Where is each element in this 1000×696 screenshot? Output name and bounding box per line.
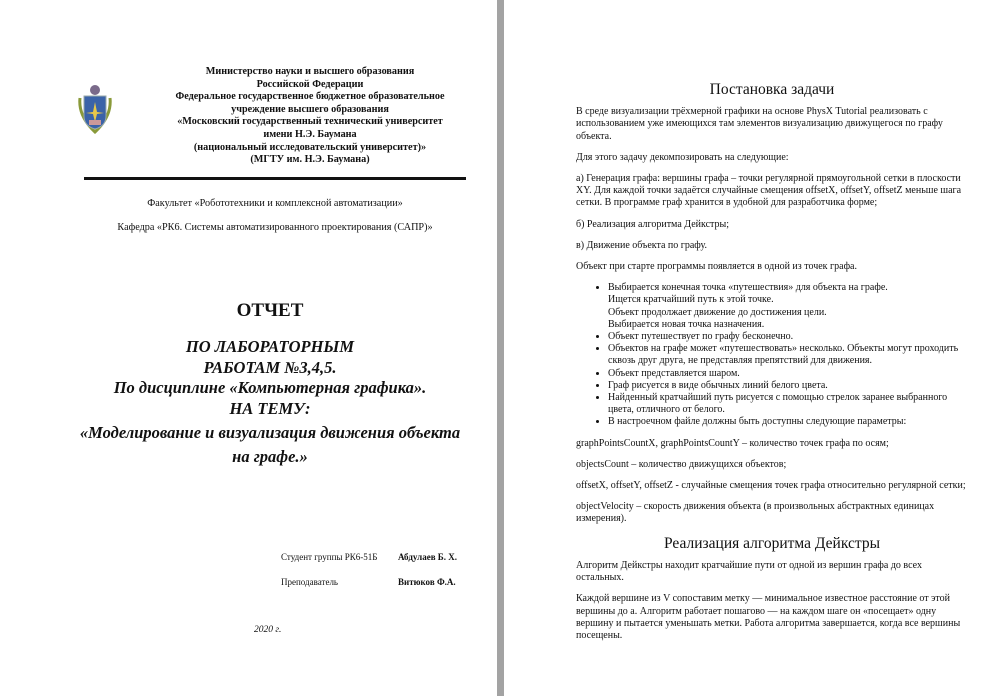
page-2-content [504,0,1000,696]
subtitle-line: ПО ЛАБОРАТОРНЫМ [185,337,355,356]
heading-problem-statement: Постановка задачи [709,81,835,98]
list-line: Ищется кратчайший путь к этой точке. [608,294,774,306]
list-item: • Объектов на графе может «путешествовать» несколько. Объекты могут проходить сквозь друг друга, не представляя препятствий для движения. [608,343,968,367]
student-label: Студент группы РК6-51Б [281,552,378,562]
header-line: Российской Федерации [256,78,364,90]
paragraph: В среде визуализации трёхмерной графики на основе PhysX Tutorial реализовать с использованием уже имеющихся там элементов визуализацию движущегося по графу объекта. [576,106,943,142]
requirements-list [576,282,968,428]
subtitle-line: РАБОТАМ №3,4,5. [203,357,337,377]
paragraph: в) Движение объекта по графу. [576,239,708,251]
report-subtitle [60,337,480,467]
ministry-header [140,66,480,167]
list-line: Объект продолжает движение до достижения цели. [608,306,827,318]
list-line: • Выбирается конечная точка «путешествия» для объекта на графе. [608,282,888,294]
list-item [608,282,968,331]
parameter-paragraph: graphPointsCountX, graphPointsCountY – количество точек графа по осям; [576,437,889,449]
header-line: имени Н.Э. Баумана [263,128,357,140]
header-line: (МГТУ им. Н.Э. Баумана) [250,154,370,166]
subtitle-line: НА ТЕМУ: [229,398,311,418]
university-emblem-icon [76,82,114,136]
page-1-title-page [0,0,497,696]
parameter-paragraph: objectsCount – количество движущихся объектов; [576,458,787,470]
header-line: учреждение высшего образования [231,103,389,115]
header-divider [84,177,466,180]
list-line: Выбирается новая точка назначения. [608,318,765,330]
paragraph: Объект при старте программы появляется в одной из точек графа. [576,261,857,273]
paragraph: Для этого задачу декомпозировать на следующие: [576,151,789,163]
list-item: • В настроечном файле должны быть доступны следующие параметры: [608,416,968,428]
subtitle-line: По дисциплине «Компьютерная графика». [113,378,427,397]
paragraph: а) Генерация графа: вершины графа – точки регулярной прямоугольной сетки в плоскости XY. Для каждой точки задаётся случайные смещения offsetX, offsetY, offsetZ меньше шага сетки. В программе граф хранится в удобной для разработчика форме; [576,173,962,209]
faculty-text: Факультет «Робототехники и комплексной автоматизации» [147,198,403,209]
paragraph: б) Реализация алгоритма Дейкстры; [576,218,730,230]
header-line: «Московский государственный технический университет [177,116,443,128]
report-title: ОТЧЕТ [236,300,304,321]
paragraph: Каждой вершине из V сопоставим метку — минимальное известное расстояние от этой вершины до a. Алгоритм работает пошагово — на каждом шаге он «посещает» одну вершину и пытается уменьшать метки. Работа алгоритма завершается, когда все вершины посещены. [576,593,961,641]
header-line: Федеральное государственное бюджетное образовательное [175,91,445,103]
list-item: • Объект представляется шаром. [608,368,968,380]
list-item: • Граф рисуется в виде обычных линий белого цвета. [608,380,968,392]
paragraph: Алгоритм Дейкстры находит кратчайшие пути от одной из вершин графа до всех остальных. [576,559,922,584]
list-item: • Найденный кратчайший путь рисуется с помощью стрелок заранее выбранного цвета, отличного от белого. [608,392,968,416]
subtitle-line: на графе.» [232,446,308,466]
parameter-paragraph: offsetX, offsetY, offsetZ - случайные смещения точек графа относительно регулярной сетки; [576,480,966,492]
header-line: (национальный исследовательский университет)» [193,141,427,153]
year-text: 2020 г. [254,625,282,635]
heading-dijkstra: Реализация алгоритма Дейкстры [664,534,880,552]
header-line: Министерство науки и высшего образования [205,66,415,77]
parameter-paragraph: objectVelocity – скорость движения объекта (в произвольных абстрактных единицах измерения). [576,501,935,525]
teacher-label: Преподаватель [281,577,339,587]
subtitle-line: «Моделирование и визуализация движения объекта [79,423,461,442]
teacher-name: Витюков Ф.А. [398,577,456,587]
department-text: Кафедра «РК6. Системы автоматизированного проектирования (САПР)» [117,222,433,233]
list-item: • Объект путешествует по графу бесконечно. [608,331,968,343]
student-name: Абдулаев Б. Х. [398,552,458,562]
